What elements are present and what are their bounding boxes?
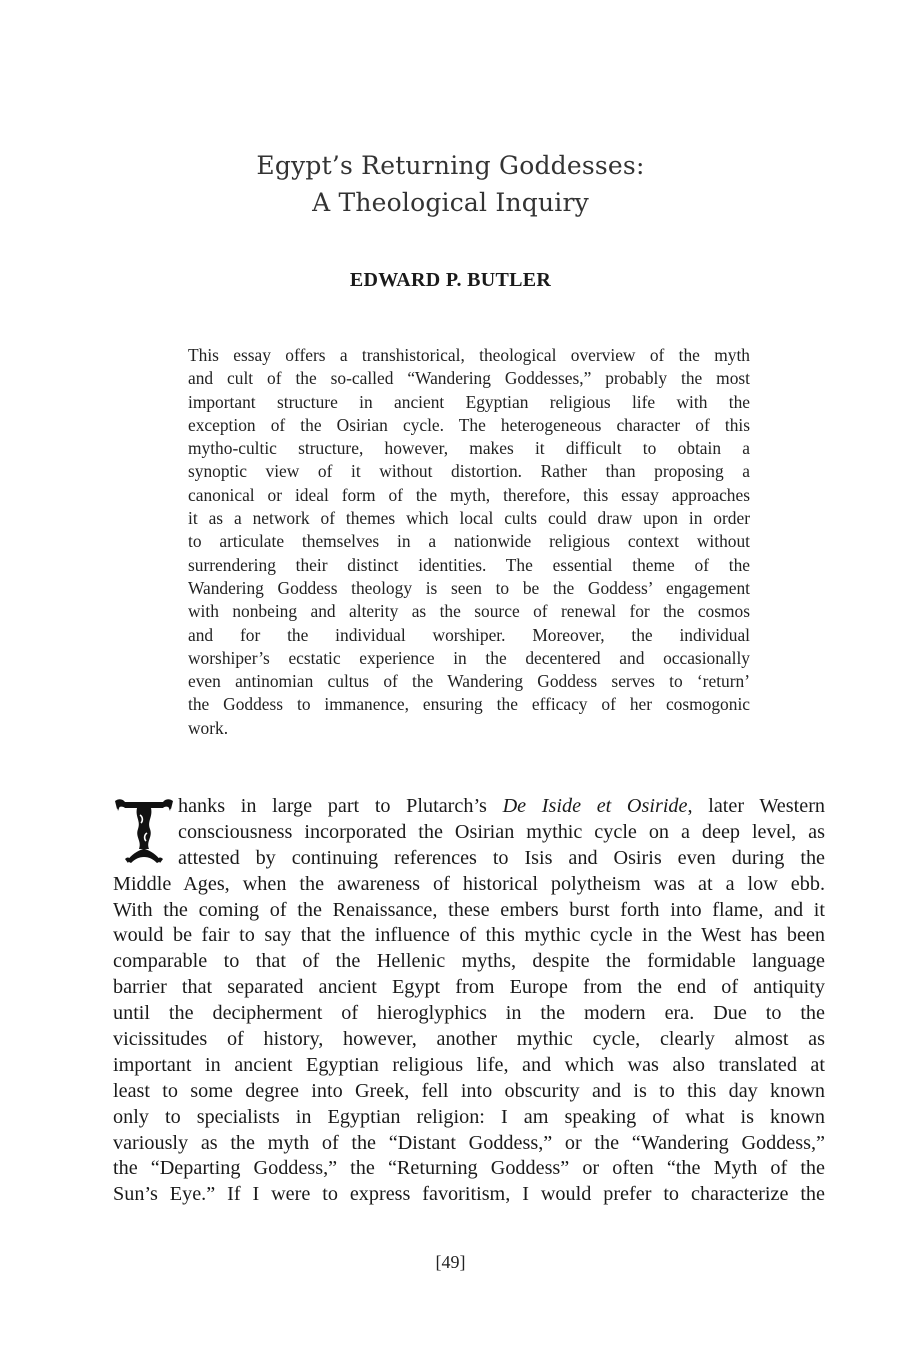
abstract-line: This essay offers a transhistorical, theological overview of the myth [188, 345, 750, 365]
abstract-line: worshiper’s ecstatic experience in the decentered and occasionally [188, 647, 750, 668]
body-line: comparable to that of the Hellenic myths, despite the formidable language [113, 950, 825, 973]
body-line: only to specialists in Egyptian religion: I am speaking of what is known [113, 1105, 825, 1128]
abstract-line: Wandering Goddess theology is seen to be the Goddess’ engagement [188, 577, 750, 598]
abstract-line: even antinomian cultus of the Wandering Goddess serves to ‘return’ [188, 671, 750, 692]
body-line: until the decipherment of hieroglyphics in the modern era. Due to the [113, 1002, 825, 1025]
body-line: important in ancient Egyptian religious life, and which was also translated at [113, 1053, 825, 1076]
body-line: Sun’s Eye.” If I were to express favoritism, I would prefer to characterize the [113, 1183, 825, 1206]
body-line: would be fair to say that the influence of this mythic cycle in the West has been [113, 924, 825, 947]
page-number: [49] [435, 1252, 466, 1272]
abstract-line: surrendering their distinct identities. The essential theme of the [188, 554, 750, 575]
abstract-line: with nonbeing and alterity as the source of renewal for the cosmos [188, 601, 750, 622]
abstract-line: synoptic view of it without distortion. Rather than proposing a [188, 461, 750, 482]
body-line: Middle Ages, when the awareness of historical polytheism was at a low ebb. [113, 872, 825, 895]
abstract [188, 344, 750, 740]
abstract-line: exception of the Osirian cycle. The heterogeneous character of this [188, 414, 750, 435]
body-line-first [178, 794, 825, 820]
body-line: attested by continuing references to Isis and Osiris even during the [178, 846, 825, 869]
title-line-1: Egypt’s Returning Goddesses: [256, 151, 645, 180]
abstract-line: work. [188, 717, 229, 738]
author-name: EDWARD P. BUTLER [349, 269, 552, 291]
body-line-1-start: hanks in large part to Plutarch’s [178, 795, 503, 817]
abstract-line: to articulate themselves in a nationwide religious context without [188, 531, 750, 552]
body-line: With the coming of the Renaissance, these embers burst forth into flame, and it [113, 898, 825, 921]
body-line-1-end: , later Western [687, 795, 826, 817]
abstract-line: important structure in ancient Egyptian religious life with the [188, 391, 750, 412]
body-line: least to some degree into Greek, fell into obscurity and is to this day known [113, 1079, 825, 1102]
work-title-italic: De Iside et Osiride [502, 795, 688, 817]
article-title [0, 147, 901, 221]
abstract-line: the Goddess to immanence, ensuring the efficacy of her cosmogonic [188, 694, 750, 715]
abstract-line: it as a network of themes which local cults could draw upon in order [188, 508, 750, 529]
body-line: vicissitudes of history, however, another mythic cycle, clearly almost as [113, 1028, 825, 1051]
body-line: variously as the myth of the “Distant Goddess,” or the “Wandering Goddess,” [113, 1131, 825, 1154]
abstract-line: mytho-cultic structure, however, makes it difficult to obtain a [188, 438, 750, 459]
title-line-2: A Theological Inquiry [312, 188, 589, 217]
abstract-line: and cult of the so-called “Wandering Goddesses,” probably the most [188, 368, 750, 389]
abstract-line: canonical or ideal form of the myth, therefore, this essay approaches [188, 484, 750, 505]
body-line: consciousness incorporated the Osirian mythic cycle on a deep level, as [178, 820, 825, 843]
body-paragraph [113, 794, 825, 1208]
body-line: the “Departing Goddess,” the “Returning Goddess” or often “the Myth of the [113, 1157, 825, 1180]
abstract-line: and for the individual worshiper. Moreover, the individual [188, 624, 750, 645]
body-line: barrier that separated ancient Egypt from Europe from the end of antiquity [113, 976, 825, 999]
